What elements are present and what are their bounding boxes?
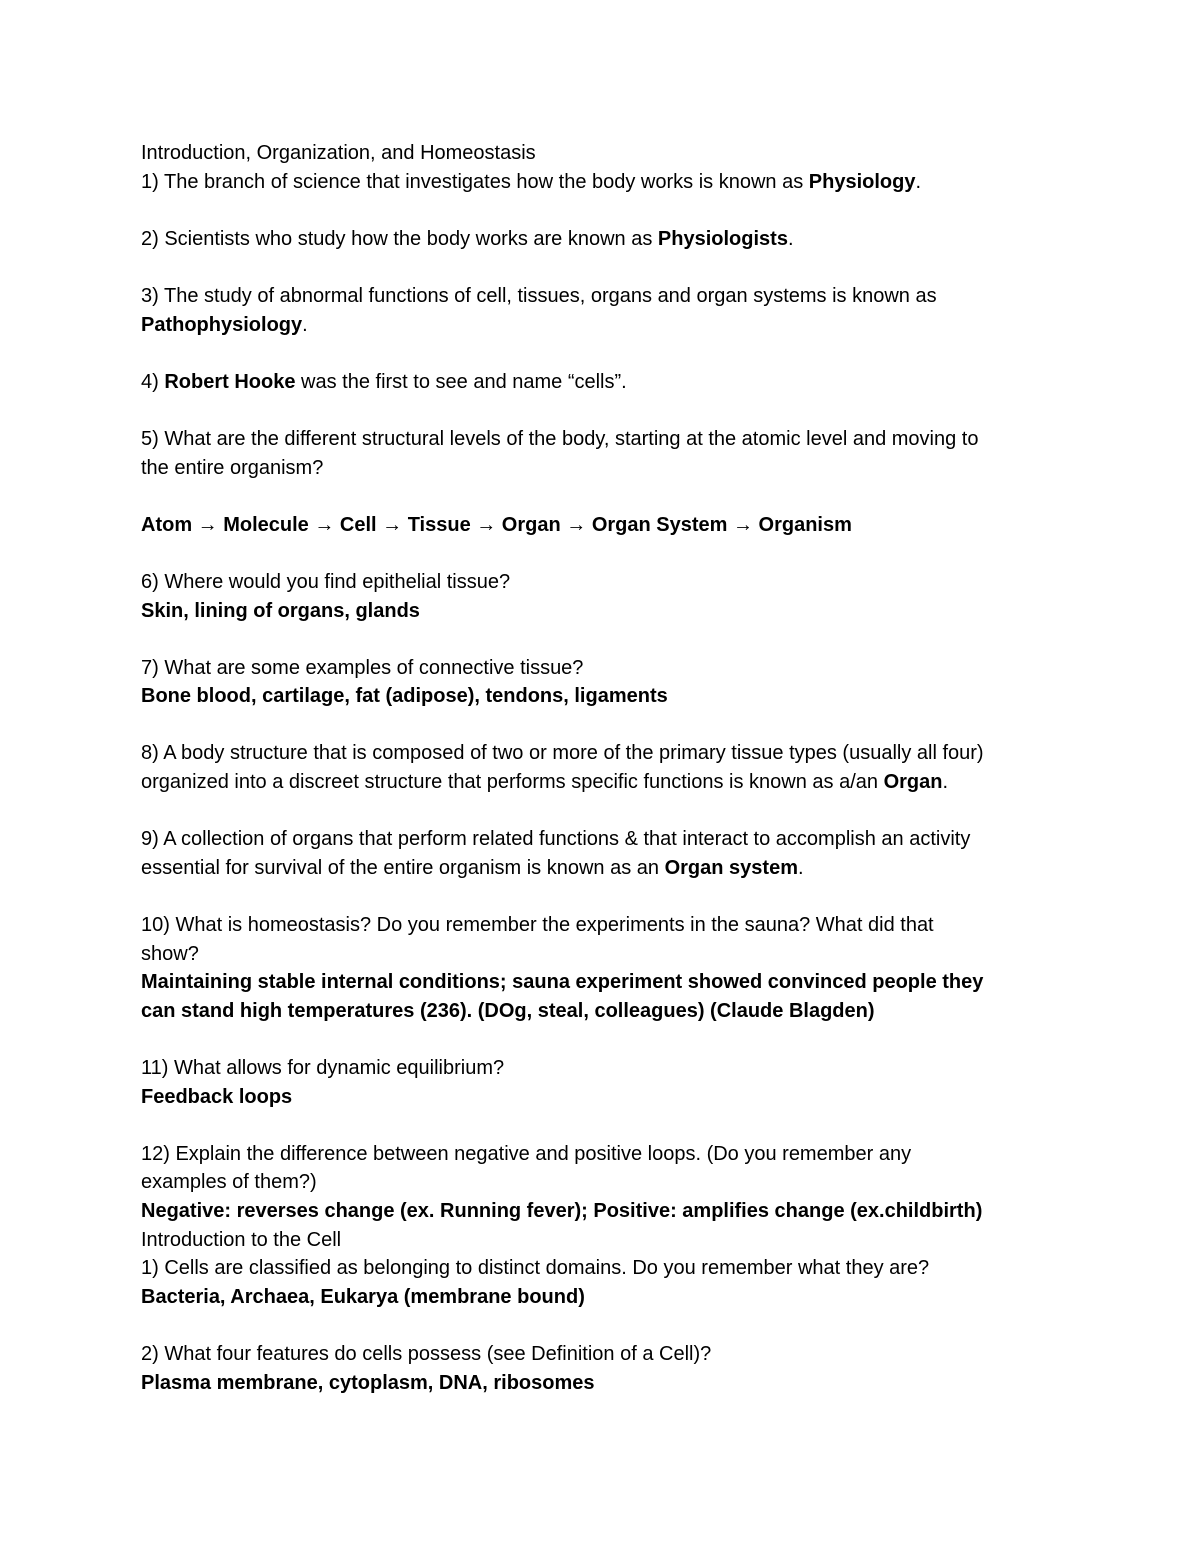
question-text: show? [141, 942, 199, 965]
answer-text: Maintaining stable internal conditions; sauna experiment showed convinced people they [141, 971, 984, 994]
text-line [141, 825, 1081, 854]
answer-text: Pathophysiology [141, 313, 303, 336]
question-block [141, 368, 1081, 397]
question-text: essential for survival of the entire organism is known as an [141, 856, 665, 879]
text-line [141, 654, 1081, 683]
text-line [141, 368, 1081, 397]
question-text: 11) What allows for dynamic equilibrium? [141, 1057, 505, 1079]
answer-text: Physiology [808, 170, 916, 193]
text-line [141, 682, 1081, 711]
blank-line [141, 1311, 1081, 1340]
answer-text: Organ system [664, 856, 798, 879]
question-text: . [797, 856, 804, 879]
question-text: . [915, 170, 922, 193]
text-line [141, 1140, 1081, 1169]
text-line [141, 311, 1081, 340]
text-line [141, 454, 1081, 483]
text-line [141, 1197, 1081, 1226]
blank-line [141, 711, 1081, 740]
question-block [141, 425, 1081, 482]
answer-text: Bacteria, Archaea, Eukarya (membrane bound) [141, 1285, 585, 1308]
text-line [141, 1340, 1081, 1369]
answer-text: Bone blood, cartilage, fat (adipose), tendons, ligaments [141, 685, 668, 708]
text-line [141, 1168, 1081, 1197]
text-line [141, 1083, 1081, 1112]
text-line [141, 168, 1081, 197]
question-text: . [302, 313, 308, 336]
text-line [141, 1369, 1081, 1398]
question-block [141, 568, 1081, 625]
blank-line [141, 539, 1081, 568]
blank-line [141, 196, 1081, 225]
answer-text: Atom → Molecule → Cell → Tissue → Organ → Organ System → Organism [141, 513, 852, 536]
text-line [141, 225, 1081, 254]
question-block [141, 168, 1081, 197]
question-text: 8) A body structure that is composed of two or more of the primary tissue types (usually all four) [141, 742, 984, 765]
text-line [141, 511, 1081, 540]
blank-line [141, 882, 1081, 911]
text-line [141, 940, 1081, 969]
text-line [141, 768, 1081, 797]
answer-text: Negative: reverses change (ex. Running fever); Positive: amplifies change (ex.childbirth) [141, 1199, 983, 1222]
question-text: the entire organism? [141, 456, 324, 479]
question-block [141, 282, 1081, 339]
question-text: examples of them?) [141, 1171, 317, 1194]
section-title: Introduction to the Cell [141, 1228, 342, 1251]
question-text: 3) The study of abnormal functions of cell, tissues, organs and organ systems is known as [141, 284, 937, 307]
answer-text: Organ [883, 771, 943, 794]
text-line [141, 1283, 1081, 1312]
question-text: 10) What is homeostasis? Do you remember the experiments in the sauna? What did that [141, 914, 934, 937]
question-block [141, 511, 1081, 540]
blank-line [141, 339, 1081, 368]
question-block [141, 739, 1081, 796]
question-block [141, 911, 1081, 1025]
text-line [141, 739, 1081, 768]
text-line [141, 1054, 1081, 1083]
question-text: . [787, 227, 794, 250]
answer-text: Feedback loops [141, 1085, 293, 1108]
question-block [141, 654, 1081, 711]
blank-line [141, 797, 1081, 826]
text-line [141, 911, 1081, 940]
question-text: 2) What four features do cells possess (see Definition of a Cell)? [141, 1342, 712, 1365]
answer-text: Physiologists [657, 227, 788, 250]
text-line [141, 968, 1081, 997]
question-text: 7) What are some examples of connective tissue? [141, 656, 584, 679]
text-line [141, 1254, 1081, 1283]
question-text: 4) [141, 370, 165, 393]
answer-text: Skin, lining of organs, glands [141, 599, 420, 622]
question-block [141, 1054, 1081, 1111]
question-block [141, 825, 1081, 882]
question-text: 2) Scientists who study how the body works are known as [141, 227, 658, 250]
text-line [141, 597, 1081, 626]
blank-line [141, 1111, 1081, 1140]
text-line [141, 568, 1081, 597]
question-text: 6) Where would you find epithelial tissue? [141, 570, 511, 593]
answer-text: Robert Hooke [164, 370, 296, 393]
text-line [141, 854, 1081, 883]
text-line [141, 997, 1081, 1026]
document-page [141, 139, 1081, 1397]
text-line [141, 425, 1081, 454]
blank-line [141, 625, 1081, 654]
question-text: 1) The branch of science that investigates how the body works is known as [141, 170, 809, 193]
answer-text: Plasma membrane, cytoplasm, DNA, ribosomes [141, 1371, 595, 1394]
question-block [141, 225, 1081, 254]
text-line [141, 282, 1081, 311]
answer-text: can stand high temperatures (236). (DOg, steal, colleagues) (Claude Blagden) [141, 999, 875, 1022]
question-text: 12) Explain the difference between negative and positive loops. (Do you remember any [141, 1142, 912, 1165]
blank-line [141, 1025, 1081, 1054]
question-block [141, 1140, 1081, 1226]
question-text: 9) A collection of organs that perform related functions & that interact to accomplish an activity [141, 828, 971, 851]
question-text: organized into a discreet structure that performs specific functions is known as a/an [141, 771, 884, 794]
blank-line [141, 396, 1081, 425]
question-text: was the first to see and name “cells”. [295, 370, 627, 393]
blank-line [141, 482, 1081, 511]
question-block [141, 1254, 1081, 1311]
question-text: 1) Cells are classified as belonging to distinct domains. Do you remember what they are? [141, 1257, 930, 1280]
section-title: Introduction, Organization, and Homeostasis [141, 142, 536, 164]
question-text: 5) What are the different structural levels of the body, starting at the atomic level and moving to [141, 427, 979, 450]
question-text: . [942, 771, 949, 794]
question-block [141, 1340, 1081, 1397]
blank-line [141, 253, 1081, 282]
